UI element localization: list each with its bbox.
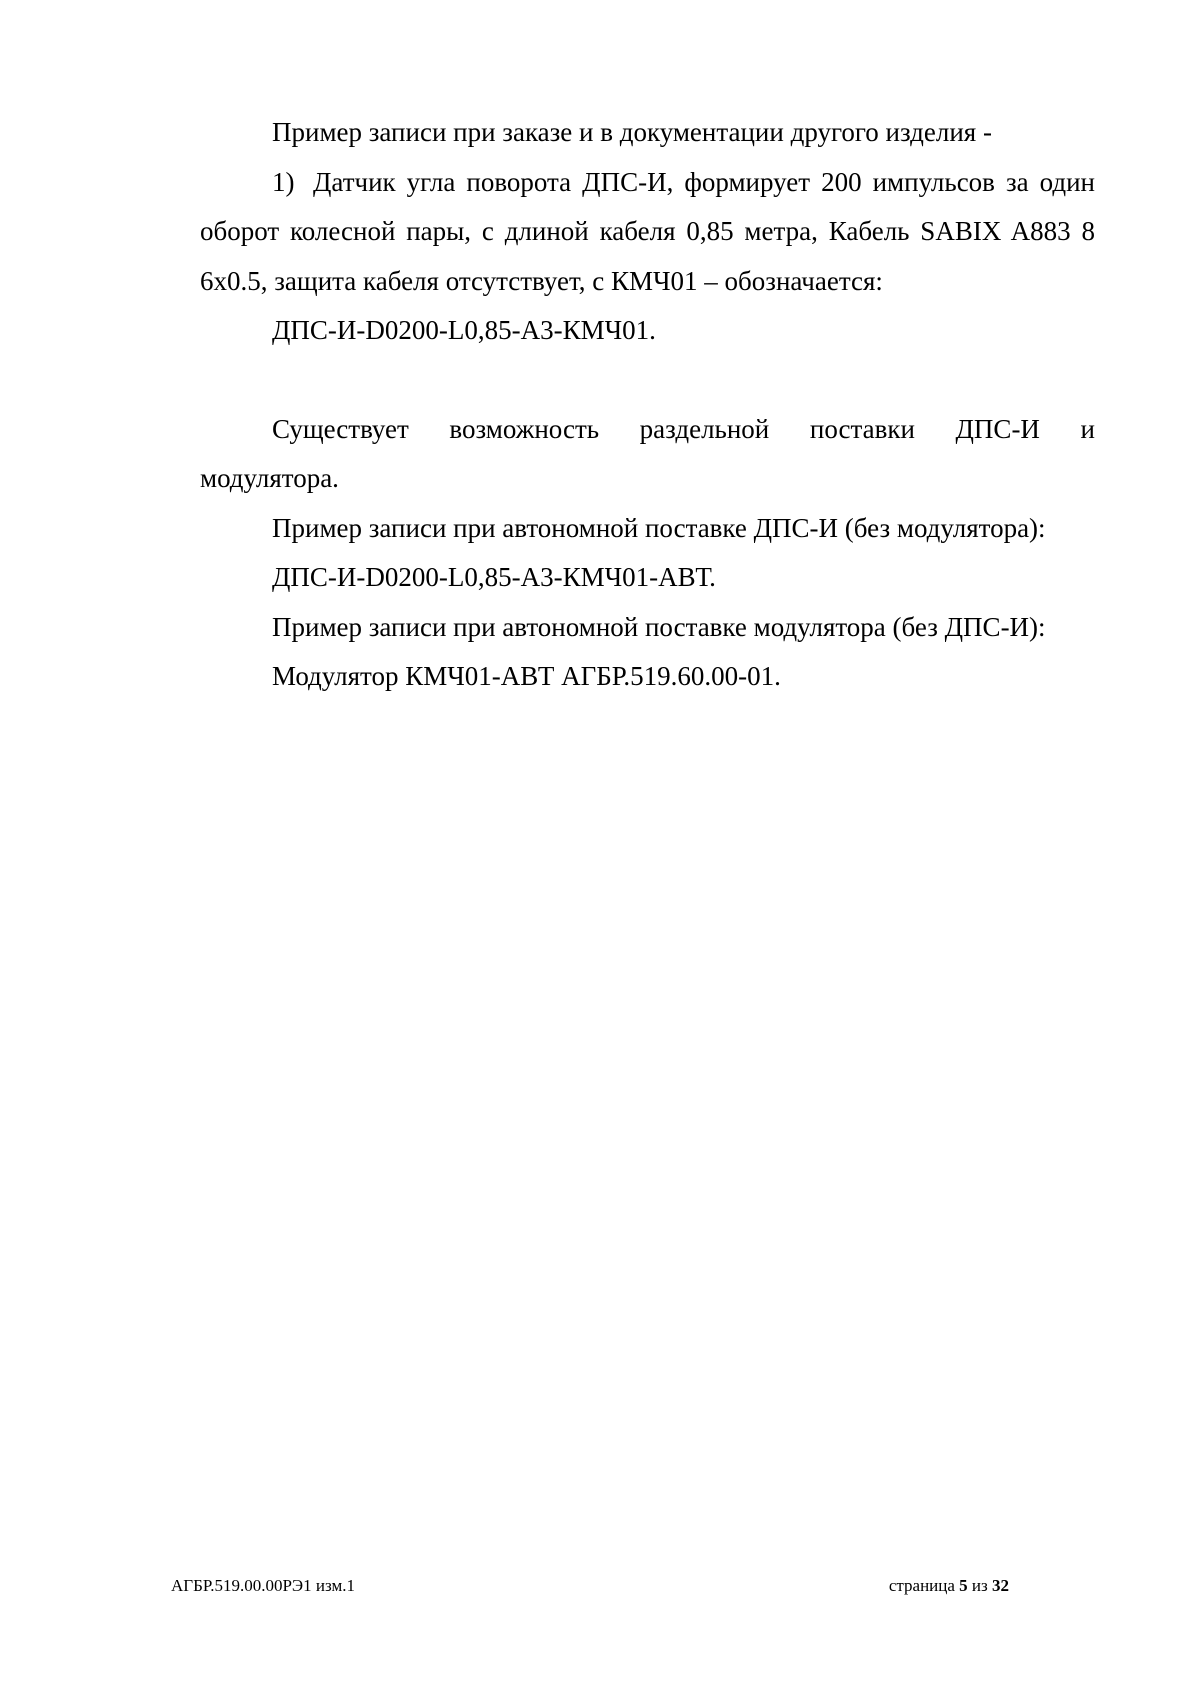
- footer-page-word: страница: [888, 1576, 955, 1595]
- designation-code-1: ДПС-И-D0200-L0,85-А3-КМЧ01.: [272, 315, 656, 345]
- autonomous-dps-example: Пример записи при автономной поставке ДПС-И (без модулятора):: [272, 512, 1046, 543]
- footer-doc-id: АГБР.519.00.00РЭ1 изм.1: [171, 1576, 355, 1595]
- document-body: [200, 108, 1095, 702]
- page-footer: [171, 1575, 1009, 1597]
- footer-page-number: [889, 1575, 1009, 1597]
- list-item-1: [200, 158, 1095, 307]
- footer-page-total: 32: [992, 1576, 1009, 1595]
- footer-page-current: 5: [959, 1576, 968, 1595]
- designation-code-2: ДПС-И-D0200-L0,85-А3-КМЧ01-АВТ.: [272, 562, 716, 592]
- footer-page-of: из: [971, 1576, 988, 1595]
- separate-delivery-line-2: модулятора.: [200, 463, 339, 493]
- list-item-number: 1): [272, 166, 295, 197]
- separate-delivery-line-1: Существует возможность раздельной поставки ДПС-И и: [272, 413, 1095, 444]
- paragraph-gap: [200, 356, 1095, 405]
- autonomous-modulator-example: Пример записи при автономной поставке модулятора (без ДПС-И):: [272, 611, 1046, 642]
- intro-paragraph: Пример записи при заказе и в документации другого изделия -: [272, 117, 992, 147]
- list-item-text: Датчик угла поворота ДПС-И, формирует 200 импульсов за один оборот колесной пары, с длиной кабеля 0,85 метра, Кабель SABIX A883 8 6x0.5, защита кабеля отсутствует, с КМЧ01 – обозначается:: [200, 166, 1095, 296]
- designation-code-3: Модулятор КМЧ01-АВТ АГБР.519.60.00-01.: [272, 661, 781, 691]
